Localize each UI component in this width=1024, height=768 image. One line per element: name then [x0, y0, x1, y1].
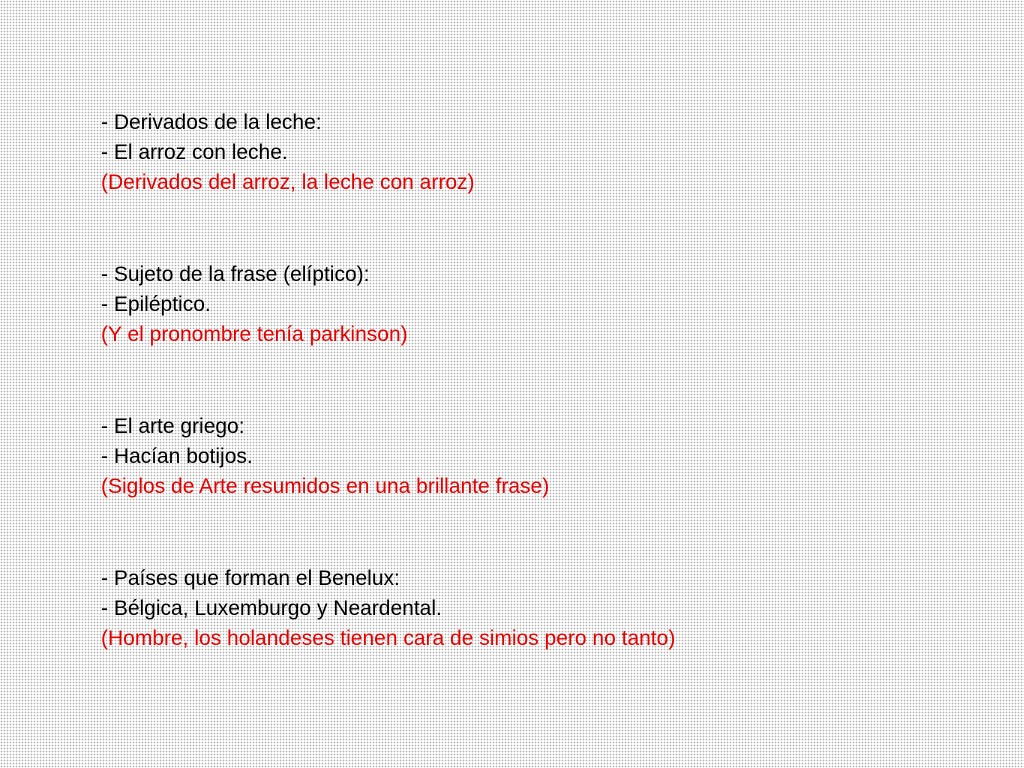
joke-group [101, 260, 1001, 350]
joke-group [101, 564, 1001, 654]
slide-content [101, 108, 1001, 654]
joke-punchline: (Siglos de Arte resumidos en una brillante frase) [101, 475, 550, 498]
joke-question: - Derivados de la leche: [101, 111, 322, 134]
joke-group [101, 108, 1001, 198]
joke-answer: - Bélgica, Luxemburgo y Neardental. [101, 597, 442, 620]
joke-punchline: (Derivados del arroz, la leche con arroz) [101, 171, 475, 194]
joke-question: - Sujeto de la frase (elíptico): [101, 263, 370, 286]
joke-answer: - Epiléptico. [101, 293, 211, 316]
joke-question: - Países que forman el Benelux: [101, 567, 400, 590]
joke-question: - El arte griego: [101, 415, 245, 438]
joke-punchline: (Hombre, los holandeses tienen cara de simios pero no tanto) [101, 627, 676, 650]
joke-answer: - Hacían botijos. [101, 445, 253, 468]
joke-group [101, 412, 1001, 502]
joke-answer: - El arroz con leche. [101, 141, 288, 164]
joke-punchline: (Y el pronombre tenía parkinson) [101, 323, 408, 346]
